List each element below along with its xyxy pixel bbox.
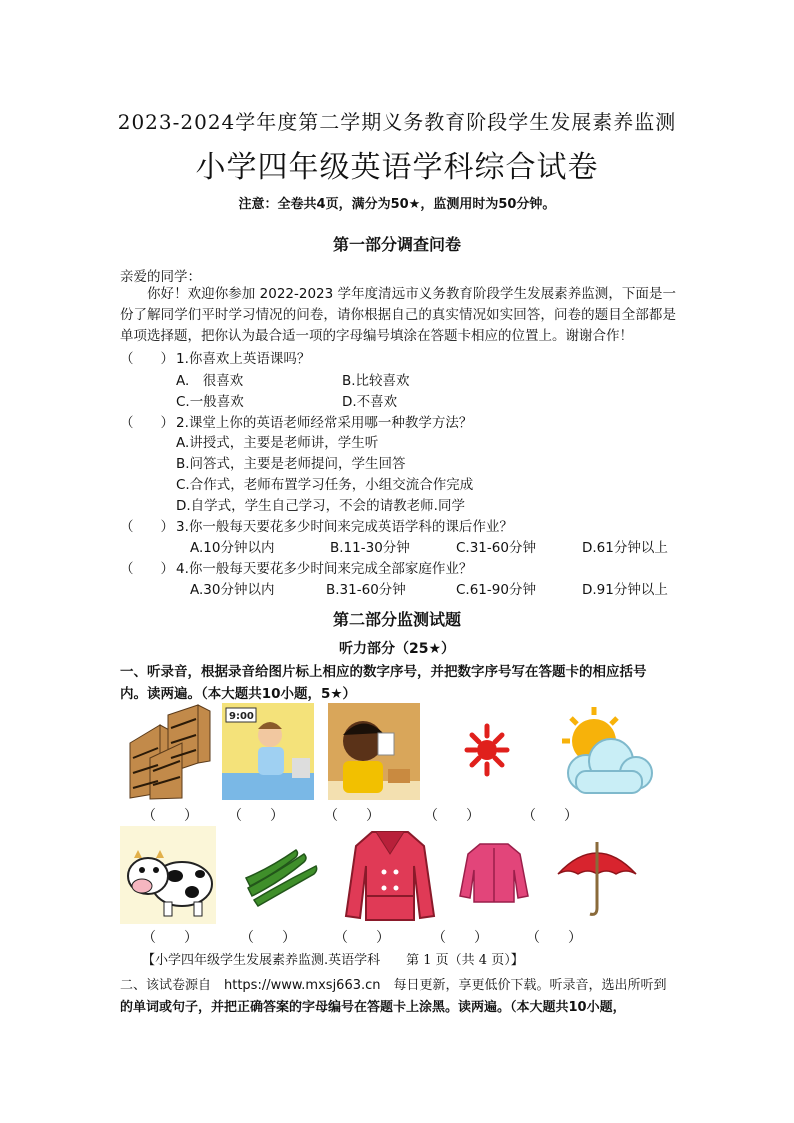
survey-intro: 你好！欢迎你参加 2022-2023 学年度清远市义务教育阶段学生发展素养监测，下面是一份了解同学们平时学习情况的问卷，请你根据自己的真实情况如实回答，问卷的题目全部都是单项选择题，把你认为最合适一项的字母编号填涂在答题卡相应的位置上。谢谢合作！ [120, 286, 676, 344]
clock-time-text: 9:00 [229, 711, 254, 722]
sun-and-cloud-picture [556, 703, 656, 800]
question-option: A.讲授式，主要是老师讲，学生听 [176, 435, 379, 451]
picture-answer-bracket: （ ） [424, 808, 480, 824]
library-shelves-picture [120, 703, 212, 800]
answer-bracket: （ ） [120, 415, 174, 431]
question-option: C.61-90分钟 [456, 582, 536, 598]
exam-series-title: 2023-2024学年度第二学期义务教育阶段学生发展素养监测 [117, 110, 677, 134]
question-option: C.一般喜欢 [176, 394, 244, 410]
greeting: 亲爱的同学： [120, 269, 201, 285]
part1-heading: 第一部分调查问卷 [332, 235, 461, 254]
cow-picture [120, 826, 216, 924]
question-option: C.合作式，老师布置学习任务，小组交流合作完成 [176, 477, 474, 493]
section1-instructions: 一、听录音，根据录音给图片标上相应的数字序号，并把数字序号写在答题卡的相应括号 [120, 664, 647, 680]
exam-notice: 注意：全卷共4页，满分为50★，监测用时为50分钟。 [238, 197, 556, 212]
question-stem: 1.你喜欢上英语课吗？ [176, 351, 311, 367]
question-stem: 4.你一般每天要花多少时间来完成全部家庭作业？ [176, 561, 473, 577]
section2-instructions-cont: 的单词或句子，并把正确答案的字母编号在答题卡上涂黑。读两遍。（本大题共10小题， [120, 1000, 626, 1015]
question-stem: 3.你一般每天要花多少时间来完成英语学科的课后作业？ [176, 519, 513, 535]
page-footer: 【小学四年级学生发展素养监测.英语学科 第 1 页（共 4 页）】 [142, 953, 524, 968]
picture-answer-bracket: （ ） [432, 930, 488, 946]
section2-instructions: 二、该试卷源自 https://www.mxsj663.cn 每日更新，享更低价下载。听录音，选出所听到 [120, 978, 667, 993]
question-option: B.11-30分钟 [330, 540, 410, 556]
picture-answer-bracket: （ ） [334, 930, 390, 946]
question-option: B.31-60分钟 [326, 582, 406, 598]
boy-drinking-milk-picture [328, 703, 420, 800]
exam-paper-title: 小学四年级英语学科综合试卷 [195, 150, 599, 185]
question-option: B.问答式，主要是老师提问，学生回答 [176, 456, 406, 472]
boy-waking-up-picture [222, 703, 314, 800]
answer-bracket: （ ） [120, 519, 174, 535]
listening-heading: 听力部分（25★） [338, 641, 456, 657]
red-sun-picture [462, 718, 512, 783]
question-option: D.91分钟以上 [582, 582, 668, 598]
picture-answer-bracket: （ ） [522, 808, 578, 824]
picture-answer-bracket: （ ） [142, 930, 198, 946]
green-beans-picture [244, 844, 322, 910]
answer-bracket: （ ） [120, 561, 174, 577]
question-option: B.比较喜欢 [342, 373, 410, 389]
picture-answer-bracket: （ ） [526, 930, 582, 946]
part2-heading: 第二部分监测试题 [332, 610, 461, 629]
picture-answer-bracket: （ ） [324, 808, 380, 824]
picture-answer-bracket: （ ） [142, 808, 198, 824]
question-option: A.10分钟以内 [190, 540, 275, 556]
picture-answer-bracket: （ ） [240, 930, 296, 946]
question-option: A.30分钟以内 [190, 582, 275, 598]
question-option: A. 很喜欢 [176, 373, 244, 389]
question-stem: 2.课堂上你的英语老师经常采用哪一种教学方法？ [176, 415, 473, 431]
red-coat-picture [342, 826, 438, 924]
question-option: C.31-60分钟 [456, 540, 536, 556]
red-umbrella-picture [554, 832, 640, 918]
question-option: D.61分钟以上 [582, 540, 668, 556]
section1-instructions-cont: 内。读两遍。（本大题共10小题，5★） [120, 686, 357, 702]
answer-bracket: （ ） [120, 351, 174, 367]
pink-jacket-picture [458, 840, 530, 906]
picture-answer-bracket: （ ） [228, 808, 284, 824]
question-option: D.不喜欢 [342, 394, 398, 410]
question-option: D.自学式，学生自己学习，不会的请教老师.同学 [176, 498, 465, 514]
